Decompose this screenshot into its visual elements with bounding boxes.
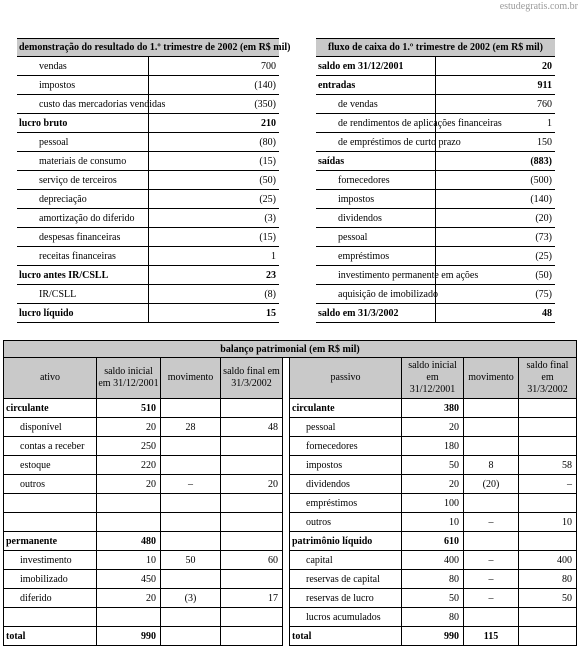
- balance-sheet-cell: 450: [97, 570, 161, 589]
- balance-sheet-row: [4, 551, 577, 570]
- balance-sheet-cell: [161, 437, 221, 456]
- balance-sheet-cell: [161, 456, 221, 475]
- balance-sheet-cell: 100: [402, 494, 464, 513]
- income-statement-row-label: vendas: [17, 57, 148, 76]
- cash-flow-row-label: de vendas: [316, 95, 436, 114]
- balance-sheet-cell: [519, 437, 577, 456]
- balance-sheet-cell: [4, 608, 97, 627]
- balance-sheet-cell: [97, 513, 161, 532]
- cash-flow-row: [316, 95, 555, 114]
- balance-sheet-cell: reservas de capital: [290, 570, 402, 589]
- income-statement-row-label: custo das mercadorias vendidas: [17, 95, 148, 114]
- cash-flow-row-label: dividendos: [316, 209, 436, 228]
- balance-sheet-cell: [221, 513, 283, 532]
- balance-sheet-cell: 48: [221, 418, 283, 437]
- income-statement-row: [17, 95, 279, 114]
- balance-sheet-cell: [221, 494, 283, 513]
- income-statement-row-label: despesas financeiras: [17, 228, 148, 247]
- income-statement-row-value: 210: [148, 114, 279, 133]
- income-statement-row: [17, 133, 279, 152]
- cash-flow-row-value: (883): [436, 152, 556, 171]
- balance-sheet-cell: 20: [97, 589, 161, 608]
- income-statement-title: demonstração do resultado do 1.º trimestre de 2002 (em R$ mil): [17, 39, 279, 57]
- income-statement-row-label: pessoal: [17, 133, 148, 152]
- balance-sheet-cell: –: [161, 475, 221, 494]
- balance-sheet-cell: patrimônio líquido: [290, 532, 402, 551]
- column-separator: [283, 589, 290, 608]
- balance-sheet-row: [4, 627, 577, 646]
- balance-sheet-cell: disponível: [4, 418, 97, 437]
- cash-flow-row-label: impostos: [316, 190, 436, 209]
- income-statement-row: [17, 190, 279, 209]
- balance-sheet-cell: [464, 494, 519, 513]
- cash-flow-row-label: saídas: [316, 152, 436, 171]
- balance-sheet-cell: [464, 437, 519, 456]
- balance-sheet-cell: [4, 513, 97, 532]
- balance-sheet-cell: [221, 608, 283, 627]
- balance-sheet-cell: 990: [402, 627, 464, 646]
- balance-sheet-cell: permanente: [4, 532, 97, 551]
- income-statement-row: [17, 285, 279, 304]
- income-statement-row: [17, 152, 279, 171]
- column-separator: [283, 608, 290, 627]
- balance-sheet-cell: [161, 494, 221, 513]
- income-statement-row-label: depreciação: [17, 190, 148, 209]
- balance-sheet-cell: dividendos: [290, 475, 402, 494]
- balance-sheet-cell: 80: [402, 608, 464, 627]
- cash-flow-row-label: aquisição de imobilizado: [316, 285, 436, 304]
- income-statement-row-value: (25): [148, 190, 279, 209]
- balance-sheet-cell: 80: [519, 570, 577, 589]
- cash-flow-row: [316, 114, 555, 133]
- income-statement-row-value: (80): [148, 133, 279, 152]
- income-statement-row-label: impostos: [17, 76, 148, 95]
- balance-sheet-table: [3, 340, 577, 646]
- income-statement-row-value: (50): [148, 171, 279, 190]
- balance-sheet-cell: 610: [402, 532, 464, 551]
- balance-sheet-cell: 20: [97, 418, 161, 437]
- balance-sheet-cell: [221, 570, 283, 589]
- balance-sheet-cell: outros: [4, 475, 97, 494]
- column-separator: [283, 570, 290, 589]
- watermark: estudegratis.com.br: [499, 1, 578, 12]
- balance-sheet-cell: [519, 399, 577, 418]
- balance-sheet-cell: (3): [161, 589, 221, 608]
- balance-sheet-cell: 510: [97, 399, 161, 418]
- balance-sheet-cell: total: [290, 627, 402, 646]
- cash-flow-title: fluxo de caixa do 1.º trimestre de 2002 (em R$ mil): [316, 39, 555, 57]
- cash-flow-row: [316, 285, 555, 304]
- balance-sheet-row: [4, 532, 577, 551]
- column-separator: [283, 532, 290, 551]
- balance-sheet-cell: 50: [402, 456, 464, 475]
- balance-sheet-column-header: saldo final em 31/3/2002: [221, 358, 283, 399]
- column-separator: [283, 358, 290, 399]
- income-statement-row-value: 15: [148, 304, 279, 323]
- balance-sheet-cell: –: [464, 589, 519, 608]
- column-separator: [283, 475, 290, 494]
- balance-sheet-column-header: movimento: [464, 358, 519, 399]
- income-statement-row-label: lucro bruto: [17, 114, 148, 133]
- cash-flow-row-value: 760: [436, 95, 556, 114]
- balance-sheet-cell: pessoal: [290, 418, 402, 437]
- income-statement-row-label: IR/CSLL: [17, 285, 148, 304]
- balance-sheet-cell: 220: [97, 456, 161, 475]
- column-separator: [283, 418, 290, 437]
- balance-sheet-cell: –: [519, 475, 577, 494]
- balance-sheet-cell: 20: [402, 475, 464, 494]
- cash-flow-row: [316, 209, 555, 228]
- balance-sheet-cell: [161, 608, 221, 627]
- cash-flow-row-value: 48: [436, 304, 556, 323]
- cash-flow-row-label: pessoal: [316, 228, 436, 247]
- cash-flow-row-value: (25): [436, 247, 556, 266]
- balance-sheet-cell: 380: [402, 399, 464, 418]
- balance-sheet-cell: [4, 494, 97, 513]
- income-statement-row: [17, 114, 279, 133]
- balance-sheet-title: balanço patrimonial (em R$ mil): [4, 341, 577, 358]
- cash-flow-row: [316, 266, 555, 285]
- balance-sheet-cell: 250: [97, 437, 161, 456]
- balance-sheet-cell: reservas de lucro: [290, 589, 402, 608]
- cash-flow-row-value: 1: [436, 114, 556, 133]
- income-statement-row-value: (350): [148, 95, 279, 114]
- income-statement-row-label: materiais de consumo: [17, 152, 148, 171]
- balance-sheet-cell: [519, 418, 577, 437]
- balance-sheet-cell: 10: [97, 551, 161, 570]
- balance-sheet-cell: imobilizado: [4, 570, 97, 589]
- cash-flow-row: [316, 133, 555, 152]
- cash-flow-row-label: saldo em 31/12/2001: [316, 57, 436, 76]
- balance-sheet-cell: circulante: [290, 399, 402, 418]
- balance-sheet-cell: investimento: [4, 551, 97, 570]
- income-statement-row: [17, 247, 279, 266]
- balance-sheet-cell: [221, 399, 283, 418]
- income-statement-row-value: (140): [148, 76, 279, 95]
- income-statement-row: [17, 57, 279, 76]
- balance-sheet-row: [4, 589, 577, 608]
- cash-flow-row-label: saldo em 31/3/2002: [316, 304, 436, 323]
- balance-sheet-row: [4, 570, 577, 589]
- cash-flow-row-value: 150: [436, 133, 556, 152]
- balance-sheet-cell: 60: [221, 551, 283, 570]
- cash-flow-row: [316, 190, 555, 209]
- balance-sheet-cell: [519, 608, 577, 627]
- cash-flow-row-label: de empréstimos de curto prazo: [316, 133, 436, 152]
- balance-sheet-cell: –: [464, 570, 519, 589]
- balance-sheet-column-header: passivo: [290, 358, 402, 399]
- balance-sheet-cell: –: [464, 513, 519, 532]
- balance-sheet-row: [4, 475, 577, 494]
- balance-sheet-cell: 80: [402, 570, 464, 589]
- balance-sheet-cell: –: [464, 551, 519, 570]
- cash-flow-row: [316, 228, 555, 247]
- balance-sheet-cell: 20: [402, 418, 464, 437]
- balance-sheet-cell: 50: [402, 589, 464, 608]
- income-statement-row-label: receitas financeiras: [17, 247, 148, 266]
- balance-sheet-cell: 58: [519, 456, 577, 475]
- balance-sheet-cell: 20: [97, 475, 161, 494]
- income-statement-row-value: (3): [148, 209, 279, 228]
- balance-sheet-cell: 20: [221, 475, 283, 494]
- income-statement-row-value: 23: [148, 266, 279, 285]
- income-statement-row-value: 1: [148, 247, 279, 266]
- column-separator: [283, 494, 290, 513]
- cash-flow-row: [316, 171, 555, 190]
- balance-sheet-cell: fornecedores: [290, 437, 402, 456]
- income-statement-row-label: lucro líquido: [17, 304, 148, 323]
- balance-sheet-cell: outros: [290, 513, 402, 532]
- balance-sheet-cell: 50: [519, 589, 577, 608]
- cash-flow-row: [316, 304, 555, 323]
- income-statement-table: [17, 38, 291, 323]
- balance-sheet-cell: 8: [464, 456, 519, 475]
- balance-sheet-cell: [519, 494, 577, 513]
- cash-flow-row-value: (140): [436, 190, 556, 209]
- balance-sheet-cell: 400: [402, 551, 464, 570]
- income-statement-row-label: amortização do diferido: [17, 209, 148, 228]
- column-separator: [283, 551, 290, 570]
- balance-sheet-cell: [519, 532, 577, 551]
- balance-sheet-cell: 10: [402, 513, 464, 532]
- balance-sheet-cell: [97, 494, 161, 513]
- balance-sheet-cell: 10: [519, 513, 577, 532]
- cash-flow-row-label: entradas: [316, 76, 436, 95]
- balance-sheet-cell: 180: [402, 437, 464, 456]
- balance-sheet-cell: empréstimos: [290, 494, 402, 513]
- income-statement-row: [17, 266, 279, 285]
- income-statement-row-value: (15): [148, 228, 279, 247]
- cash-flow-row-value: (50): [436, 266, 556, 285]
- income-statement-row-label: lucro antes IR/CSLL: [17, 266, 148, 285]
- income-statement-row: [17, 304, 279, 323]
- balance-sheet-cell: 28: [161, 418, 221, 437]
- cash-flow-row-label: empréstimos: [316, 247, 436, 266]
- cash-flow-row-value: (500): [436, 171, 556, 190]
- cash-flow-row-value: 911: [436, 76, 556, 95]
- balance-sheet-cell: circulante: [4, 399, 97, 418]
- balance-sheet-cell: [97, 608, 161, 627]
- cash-flow-table: [316, 38, 555, 323]
- balance-sheet-cell: lucros acumulados: [290, 608, 402, 627]
- cash-flow-row: [316, 152, 555, 171]
- balance-sheet-cell: 990: [97, 627, 161, 646]
- balance-sheet-cell: diferido: [4, 589, 97, 608]
- balance-sheet-column-header: ativo: [4, 358, 97, 399]
- balance-sheet-cell: 115: [464, 627, 519, 646]
- balance-sheet-cell: [161, 627, 221, 646]
- column-separator: [283, 513, 290, 532]
- cash-flow-row-value: 20: [436, 57, 556, 76]
- balance-sheet-cell: contas a receber: [4, 437, 97, 456]
- balance-sheet-cell: capital: [290, 551, 402, 570]
- balance-sheet-cell: [161, 570, 221, 589]
- column-separator: [283, 627, 290, 646]
- balance-sheet-cell: [221, 532, 283, 551]
- column-separator: [283, 456, 290, 475]
- balance-sheet-row: [4, 494, 577, 513]
- income-statement-row-value: (15): [148, 152, 279, 171]
- balance-sheet-column-header: saldo final em 31/3/2002: [519, 358, 577, 399]
- balance-sheet-cell: 17: [221, 589, 283, 608]
- balance-sheet-cell: [519, 627, 577, 646]
- column-separator: [283, 437, 290, 456]
- cash-flow-row-value: (75): [436, 285, 556, 304]
- balance-sheet-cell: (20): [464, 475, 519, 494]
- balance-sheet-row: [4, 437, 577, 456]
- balance-sheet-cell: [161, 532, 221, 551]
- balance-sheet-cell: total: [4, 627, 97, 646]
- balance-sheet-cell: [161, 513, 221, 532]
- income-statement-row: [17, 76, 279, 95]
- balance-sheet-row: [4, 608, 577, 627]
- balance-sheet-cell: 50: [161, 551, 221, 570]
- income-statement-row-label: serviço de terceiros: [17, 171, 148, 190]
- balance-sheet-cell: [221, 627, 283, 646]
- income-statement-row-value: (8): [148, 285, 279, 304]
- balance-sheet-cell: 400: [519, 551, 577, 570]
- income-statement-row: [17, 171, 279, 190]
- balance-sheet-cell: [464, 399, 519, 418]
- cash-flow-row-value: (20): [436, 209, 556, 228]
- cash-flow-row: [316, 57, 555, 76]
- balance-sheet-row: [4, 399, 577, 418]
- balance-sheet-row: [4, 418, 577, 437]
- balance-sheet-column-header: movimento: [161, 358, 221, 399]
- income-statement-row-value: 700: [148, 57, 279, 76]
- cash-flow-row: [316, 76, 555, 95]
- income-statement-row: [17, 209, 279, 228]
- balance-sheet-cell: [464, 608, 519, 627]
- balance-sheet-cell: [221, 456, 283, 475]
- balance-sheet-column-header: saldo inicial em 31/12/2001: [97, 358, 161, 399]
- balance-sheet-cell: estoque: [4, 456, 97, 475]
- balance-sheet-column-header: saldo inicial em 31/12/2001: [402, 358, 464, 399]
- cash-flow-row: [316, 247, 555, 266]
- cash-flow-row-value: (73): [436, 228, 556, 247]
- balance-sheet-cell: [464, 418, 519, 437]
- income-statement-row: [17, 228, 279, 247]
- balance-sheet-row: [4, 456, 577, 475]
- balance-sheet-cell: [464, 532, 519, 551]
- balance-sheet-cell: 480: [97, 532, 161, 551]
- balance-sheet-cell: [221, 437, 283, 456]
- cash-flow-row-label: fornecedores: [316, 171, 436, 190]
- column-separator: [283, 399, 290, 418]
- cash-flow-row-label: de rendimentos de aplicações financeiras: [316, 114, 436, 133]
- balance-sheet-cell: [161, 399, 221, 418]
- balance-sheet-cell: impostos: [290, 456, 402, 475]
- cash-flow-row-label: investimento permanente em ações: [316, 266, 436, 285]
- balance-sheet-row: [4, 513, 577, 532]
